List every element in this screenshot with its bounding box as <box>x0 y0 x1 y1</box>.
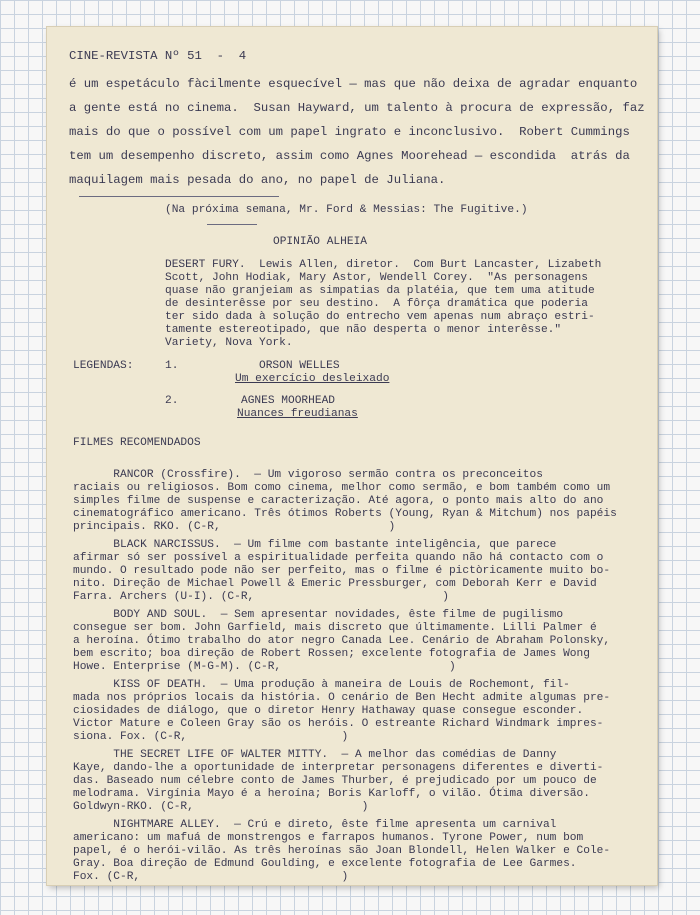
quote-line: DESERT FURY. Lewis Allen, diretor. Com Burt Lancaster, Lizabeth <box>165 259 602 271</box>
legenda-number: 2. <box>165 395 179 407</box>
quote-line: Variety, Nova York. <box>165 337 293 349</box>
page-header: CINE-REVISTA Nº 51 - 4 <box>69 49 247 63</box>
film-line: principais. RKO. (C-R, ) <box>73 521 396 533</box>
film-line: Fox. (C-R, ) <box>73 871 349 883</box>
legendas-label: LEGENDAS: <box>73 360 134 372</box>
typewritten-page <box>47 27 657 885</box>
film-line: Victor Mature e Coleen Gray são os heróis. O estreante Richard Windmark impres- <box>73 718 604 730</box>
film-line: BODY AND SOUL. — Sem apresentar novidades, êste filme de pugilismo <box>73 609 564 621</box>
quote-line: ter sido dada à solução do entrecho vem apenas num abraço estri- <box>165 311 595 323</box>
opiniao-alheia-heading: OPINIÃO ALHEIA <box>273 236 367 248</box>
next-week-note: (Na próxima semana, Mr. Ford & Messias: The Fugitive.) <box>165 204 528 216</box>
film-line: Goldwyn-RKO. (C-R, ) <box>73 801 369 813</box>
film-line: raciais ou religiosos. Bom como cinema, melhor como sermão, e bom também como um <box>73 482 611 494</box>
film-line: RANCOR (Crossfire). — Um vigoroso sermão contra os preconceitos <box>73 469 543 481</box>
intro-line: mais do que o possível com um papel ingrato e inconclusivo. Robert Cummings <box>69 125 630 139</box>
film-line: a heroína. Ótimo trabalho do ator negro Canada Lee. Cenário de Abraham Polonsky, <box>73 635 611 647</box>
film-line: simples filme de suspense e caracterização. Até agora, o ponto mais alto do ano <box>73 495 604 507</box>
legenda-number: 1. <box>165 360 179 372</box>
film-line: BLACK NARCISSUS. — Um filme com bastante inteligência, que parece <box>73 539 557 551</box>
pencil-underline <box>79 196 279 197</box>
film-line: KISS OF DEATH. — Uma produção à maneira de Louis de Rochemont, fil- <box>73 679 570 691</box>
film-line: Howe. Enterprise (M-G-M). (C-R, ) <box>73 661 456 673</box>
film-line: afirmar só ser possível a espiritualidade perfeita quando não há contacto com o <box>73 552 604 564</box>
film-line: ciosidades de diálogo, que o diretor Henry Hathaway quase consegue esconder. <box>73 705 584 717</box>
film-line: NIGHTMARE ALLEY. — Crú e direto, êste filme apresenta um carnival <box>73 819 557 831</box>
film-line: papel, é o herói-vilão. As três heroínas são Joan Blondell, Helen Walker e Cole- <box>73 845 611 857</box>
film-line: cinematográfico americano. Três ótimos Roberts (Young, Ryan & Mitchum) nos papéis <box>73 508 617 520</box>
intro-line: é um espetáculo fàcilmente esquecível — mas que não deixa de agradar enquanto <box>69 77 638 91</box>
film-line: THE SECRET LIFE OF WALTER MITTY. — A melhor das comédias de Danny <box>73 749 557 761</box>
film-line: das. Baseado num célebre conto de James Thurber, é prejudicado por um pouco de <box>73 775 597 787</box>
filmes-recomendados-heading: FILMES RECOMENDADOS <box>73 437 201 449</box>
legenda-name: AGNES MOORHEAD <box>241 395 335 407</box>
film-line: Farra. Archers (U-I). (C-R, ) <box>73 591 449 603</box>
legenda-caption: Um exercício desleixado <box>235 373 390 385</box>
film-line: mundo. O resultado pode não ser perfeito, mas o filme é pictòricamente muito bo- <box>73 565 611 577</box>
quote-line: de desinterêsse por seu destino. A fôrça dramática que poderia <box>165 298 588 310</box>
film-line: bem escrito; boa direção de Robert Rossen; excelente fotografia de James Wong <box>73 648 590 660</box>
film-line: Gray. Boa direção de Edmund Goulding, e excelente fotografia de Lee Garmes. <box>73 858 577 870</box>
quote-line: Scott, John Hodiak, Mary Astor, Wendell Corey. "As personagens <box>165 272 588 284</box>
film-line: mada nos próprios locais da história. O cenário de Ben Hecht admite algumas pre- <box>73 692 611 704</box>
film-line: consegue ser bom. John Garfield, mais discreto que últimamente. Lilli Palmer é <box>73 622 597 634</box>
pencil-underline <box>207 224 257 225</box>
intro-line: maquilagem mais pesada do ano, no papel de Juliana. <box>69 173 446 187</box>
quote-line: quase não granjeiam as simpatias da platéia, que tem uma atitude <box>165 285 595 297</box>
legenda-caption: Nuances freudianas <box>237 408 358 420</box>
quote-line: tamente estereotipado, que não desperta o menor interêsse." <box>165 324 562 336</box>
intro-line: a gente está no cinema. Susan Hayward, um talento à procura de expressão, faz <box>69 101 645 115</box>
film-line: siona. Fox. (C-R, ) <box>73 731 349 743</box>
film-line: nito. Direção de Michael Powell & Emeric Pressburger, com Deborah Kerr e David <box>73 578 597 590</box>
film-line: Kaye, dando-lhe a oportunidade de interpretar personagens diferentes e diverti- <box>73 762 604 774</box>
film-line: americano: um mafuá de monstrengos e farrapos humanos. Tyrone Power, num bom <box>73 832 584 844</box>
film-line: melodrama. Virgínia Mayo é a heroína; Boris Karloff, o vilão. Ótima diversão. <box>73 788 590 800</box>
legenda-name: ORSON WELLES <box>259 360 340 372</box>
intro-line: tem um desempenho discreto, assim como Agnes Moorehead — escondida atrás da <box>69 149 630 163</box>
